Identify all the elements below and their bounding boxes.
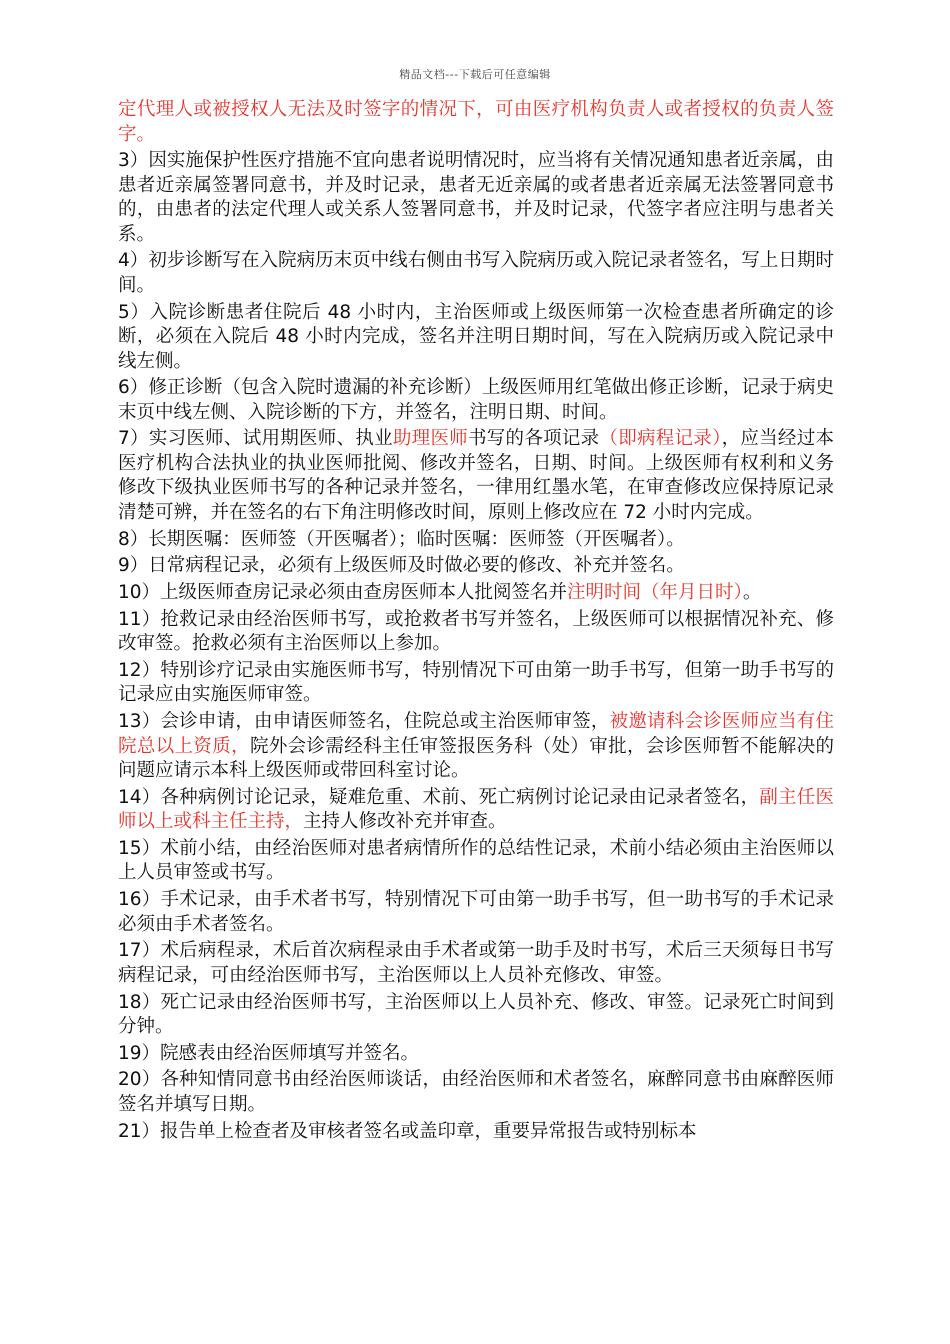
paragraph (118, 991, 834, 1040)
body-text: 18）死亡记录由经治医师书写，主治医师以上人员补充、修改、审签。记录死亡时间到分钟。 (118, 991, 834, 1037)
body-text: 5）入院诊断患者住院后 48 小时内，主治医师或上级医师第一次检查患者所确定的诊断，必须在入院后 48 小时内完成，签名并注明日期时间，写在入院病历或入院记录中线左侧。 (118, 301, 834, 372)
body-text: 21）报告单上检查者及审核者签名或盖印章，重要异常报告或特别标本 (118, 1120, 697, 1142)
body-text: ，应当经过本医疗机构合法执业的执业医师批阅、修改并签名，日期、时间。上级医师有权利和义务修改下级执业医师书写的各种记录并签名，一律用红墨水笔，在审查修改应保持原记录清楚可辨，并在签名的右下角注明修改时间，原则上修改应在 72 小时内完成。 (118, 428, 834, 523)
paragraph (118, 1120, 834, 1145)
paragraph (118, 939, 834, 988)
highlighted-text: 副主任医师以上或科主任主持， (118, 786, 834, 833)
body-text: 10）上级医师查房记录必须由查房医师本人批阅签名并 (118, 582, 568, 603)
body-text: 书写的各项记录 (468, 428, 600, 450)
body-text: 19）院感表由经治医师填写并签名。 (118, 1042, 420, 1064)
paragraph (118, 98, 834, 147)
body-text: 14）各种病例讨论记录，疑难危重、术前、死亡病例讨论记录由记录者签名， (118, 786, 760, 808)
paragraph (118, 1068, 834, 1117)
highlighted-text: （即病程记录） (599, 428, 722, 450)
page-header: 精品文档---下载后可任意编辑 (399, 68, 551, 81)
paragraph (118, 710, 834, 784)
highlighted-text: 助理医师 (392, 428, 468, 450)
highlighted-text: 注明时间（年月日时） (567, 582, 743, 603)
body-text: 15）术前小结，由经治医师对患者病情所作的总结性记录，术前小结必须由主治医师以上人员审签或书写。 (118, 837, 834, 884)
body-text: 主持人修改补充并审查。 (303, 811, 507, 833)
body-text: 4）初步诊断写在入院病历末页中线右侧由书写入院病历或入院记录者签名，写上日期时间。 (118, 250, 834, 296)
highlighted-text: 被邀请科会诊医师应当有住院总以上资质， (118, 711, 834, 757)
paragraph (118, 837, 834, 886)
paragraph (118, 249, 834, 298)
body-text: 院外会诊需经科主任审签报医务科（处）审批，会诊医师暂不能解决的问题应请示本科上级医师或带回科室讨论。 (118, 735, 834, 782)
body-text: 20）各种知情同意书由经治医师谈话，由经治医师和术者签名，麻醉同意书由麻醉医师签名并填写日期。 (118, 1069, 834, 1115)
paragraph (118, 581, 834, 606)
body-text: 3）因实施保护性医疗措施不宜向患者说明情况时，应当将有关情况通知患者近亲属，由患者近亲属签署同意书，并及时记录，患者无近亲属的或者患者近亲属无法签署同意书的，由患者的法定代理人或关系人签署同意书，并及时记录，代签字者应注明与患者关系。 (118, 150, 834, 245)
body-text: 。 (742, 582, 762, 603)
paragraph (118, 301, 834, 375)
body-text: 6）修正诊断（包含入院时遗漏的补充诊断）上级医师用红笔做出修正诊断，记录于病史末页中线左侧、入院诊断的下方，并签名，注明日期、时间。 (118, 377, 834, 423)
paragraph (118, 1042, 834, 1067)
body-text: 9）日常病程记录，必须有上级医师及时做必要的修改、补充并签名。 (118, 555, 685, 577)
paragraph (118, 659, 834, 708)
paragraph (118, 528, 834, 553)
body-text: 11）抢救记录由经治医师书写，或抢救者书写并签名，上级医师可以根据情况补充、修改审签。抢救必须有主治医师以上参加。 (118, 608, 834, 655)
body-text: 17）术后病程录，术后首次病程录由手术者或第一助手及时书写，术后三天须每日书写病程记录，可由经治医师书写，主治医师以上人员补充修改、审签。 (118, 940, 834, 986)
paragraph (118, 888, 834, 937)
highlighted-text: 定代理人或被授权人无法及时签字的情况下，可由医疗机构负责人或者授权的负责人签字。 (118, 99, 834, 145)
body-text: 7）实习医师、试用期医师、执业 (118, 428, 393, 450)
body-text: 12）特别诊疗记录由实施医师书写，特别情况下可由第一助手书写，但第一助手书写的记录应由实施医师审签。 (118, 659, 834, 706)
paragraph (118, 608, 834, 657)
paragraph (118, 376, 834, 425)
body-text: 13）会诊申请，由申请医师签名，住院总或主治医师审签， (118, 711, 610, 733)
paragraph (118, 149, 834, 247)
body-text: 16）手术记录，由手术者书写，特别情况下可由第一助手书写，但一助书写的手术记录必须由手术者签名。 (118, 889, 834, 935)
document-body (118, 98, 834, 1146)
paragraph (118, 427, 834, 525)
body-text: 8）长期医嘱：医师签（开医嘱者）；临时医嘱：医师签（开医嘱者）。 (118, 528, 685, 550)
paragraph (118, 554, 834, 579)
paragraph (118, 786, 834, 835)
